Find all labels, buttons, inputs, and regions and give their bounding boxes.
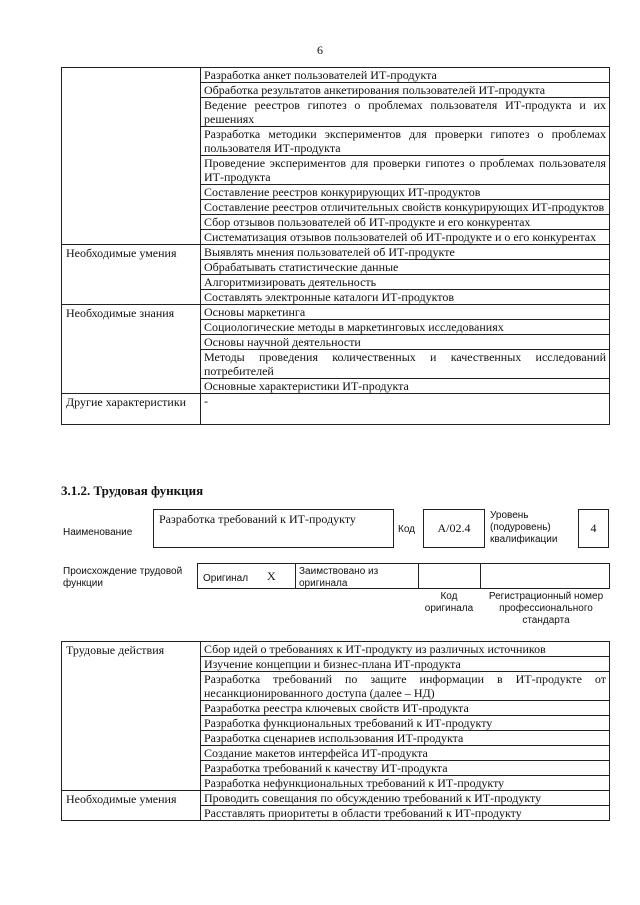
action-item: Обработка результатов анкетирования пользователей ИТ-продукта	[201, 83, 610, 98]
skill-item: Расставлять приоритеты в области требований к ИТ-продукту	[201, 806, 610, 821]
original-mark: X	[267, 569, 276, 583]
skill-item: Составлять электронные каталоги ИТ-продуктов	[201, 290, 610, 305]
original-label: Оригинал	[203, 573, 249, 584]
action-item: Разработка требований по защите информации в ИТ-продукте от несанкционированного доступа (далее – НД)	[201, 672, 610, 701]
table-row	[62, 642, 610, 657]
name-label: Наименование	[63, 527, 133, 538]
top-table	[61, 67, 610, 425]
other-label: Другие характеристики	[62, 394, 201, 425]
table-row	[62, 245, 610, 260]
knowledge-label: Необходимые знания	[62, 305, 201, 394]
origin-box	[197, 563, 610, 589]
action-item: Создание макетов интерфейса ИТ-продукта	[201, 746, 610, 761]
section-heading: 3.1.2. Трудовая функция	[61, 483, 204, 498]
skill-item: Обрабатывать статистические данные	[201, 260, 610, 275]
action-item: Сбор отзывов пользователей об ИТ-продукте и его конкурентах	[201, 215, 610, 230]
action-item: Разработка требований к качеству ИТ-продукта	[201, 761, 610, 776]
action-item: Разработка сценариев использования ИТ-продукта	[201, 731, 610, 746]
code-label: Код	[398, 524, 416, 535]
action-item: Составление реестров отличительных свойств конкурирующих ИТ-продуктов	[201, 200, 610, 215]
code-caption: Код оригинала	[424, 591, 474, 614]
action-item: Разработка функциональных требований к ИТ-продукту	[201, 716, 610, 731]
action-item: Разработка реестра ключевых свойств ИТ-продукта	[201, 701, 610, 716]
skill-item: Выявлять мнения пользователей об ИТ-продукте	[201, 245, 610, 260]
action-item: Разработка методики экспериментов для проверки гипотез о проблемах пользователя ИТ-продукта	[201, 127, 610, 156]
other-value: -	[201, 394, 610, 425]
action-item: Разработка нефункциональных требований к ИТ-продукту	[201, 776, 610, 791]
knowledge-item: Социологические методы в маркетинговых исследованиях	[201, 320, 610, 335]
table-row	[62, 791, 610, 806]
action-item: Ведение реестров гипотез о проблемах пользователя ИТ-продукта и их решениях	[201, 98, 610, 127]
origin-label: Происхождение трудовой функции	[63, 566, 183, 589]
knowledge-item: Основы научной деятельности	[201, 335, 610, 350]
table-row	[62, 68, 610, 83]
action-item: Проведение экспериментов для проверки гипотез о проблемах пользователя ИТ-продукта	[201, 156, 610, 185]
action-item: Сбор идей о требованиях к ИТ-продукту из различных источников	[201, 642, 610, 657]
level-label: Уровень (подуровень) квалификации	[490, 510, 558, 545]
skill-item: Проводить совещания по обсуждению требований к ИТ-продукту	[201, 791, 610, 806]
page-number: 6	[317, 43, 323, 57]
actions-label: Трудовые действия	[62, 642, 201, 791]
knowledge-item: Основные характеристики ИТ-продукта	[201, 379, 610, 394]
table-row	[62, 305, 610, 320]
table-row	[62, 394, 610, 425]
empty-label-cell	[62, 68, 201, 245]
skill-item: Алгоритмизировать деятельность	[201, 275, 610, 290]
bottom-table	[61, 641, 610, 821]
level-value: 4	[590, 521, 597, 535]
origin-divider	[295, 563, 296, 589]
name-value: Разработка требований к ИТ-продукту	[159, 512, 356, 526]
skills-label: Необходимые умения	[62, 245, 201, 305]
action-item: Составление реестров конкурирующих ИТ-продуктов	[201, 185, 610, 200]
action-item: Изучение концепции и бизнес-плана ИТ-продукта	[201, 657, 610, 672]
skills-label: Необходимые умения	[62, 791, 201, 821]
action-item: Систематизация отзывов пользователей об ИТ-продукте и о его конкурентах	[201, 230, 610, 245]
knowledge-item: Методы проведения количественных и качественных исследований потребителей	[201, 350, 610, 379]
borrowed-label: Заимствовано из оригинала	[299, 566, 379, 589]
origin-divider	[480, 563, 481, 589]
knowledge-item: Основы маркетинга	[201, 305, 610, 320]
action-item: Разработка анкет пользователей ИТ-продукта	[201, 68, 610, 83]
reg-caption: Регистрационный номер профессионального стандарта	[488, 591, 604, 626]
origin-divider	[418, 563, 419, 589]
code-value: А/02.4	[437, 521, 471, 535]
